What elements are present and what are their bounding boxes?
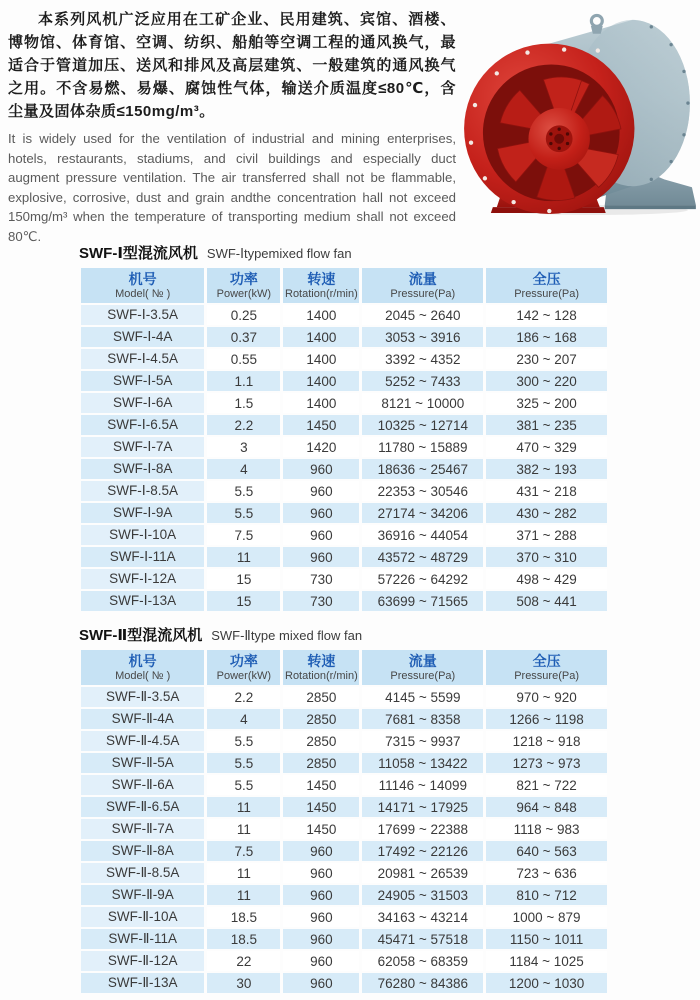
table-row	[81, 591, 607, 611]
table-row	[81, 503, 607, 523]
value-cell: 5.5	[207, 503, 280, 523]
intro-paragraph-en: It is widely used for the ventilation of industrial and mining enterprises, hotels, restaurants, stadiums, and civil buildings and especially duct augment pressure ventilation. The air transferred shall not be flammable, explosive, corrosive, dust and grain andthe concentration hall not exceed 150mg/m³ when the temperature of transporting medium shall not exceed 80℃.	[8, 131, 456, 244]
value-cell: 960	[283, 951, 359, 971]
spec-table-swf2	[78, 648, 610, 995]
model-cell: SWF-Ⅱ-10A	[81, 907, 204, 927]
value-cell: 730	[283, 591, 359, 611]
table-row	[81, 415, 607, 435]
value-cell: 960	[283, 547, 359, 567]
value-cell: 17492 ~ 22126	[362, 841, 483, 861]
model-cell: SWF-Ⅱ-5A	[81, 753, 204, 773]
value-cell: 5.5	[207, 775, 280, 795]
value-cell: 1200 ~ 1030	[486, 973, 607, 993]
value-cell: 960	[283, 841, 359, 861]
table-row	[81, 885, 607, 905]
value-cell: 1.5	[207, 393, 280, 413]
model-cell: SWF-Ⅰ-12A	[81, 569, 204, 589]
model-cell: SWF-Ⅰ-8A	[81, 459, 204, 479]
table-row	[81, 863, 607, 883]
value-cell: 5252 ~ 7433	[362, 371, 483, 391]
table-row	[81, 775, 607, 795]
col-header-rotation: 转速 Rotation(r/min)	[283, 650, 359, 685]
fan-lifting-eyelet	[591, 15, 603, 33]
value-cell: 63699 ~ 71565	[362, 591, 483, 611]
value-cell: 2.2	[207, 415, 280, 435]
model-cell: SWF-Ⅱ-9A	[81, 885, 204, 905]
model-cell: SWF-Ⅰ-6.5A	[81, 415, 204, 435]
value-cell: 960	[283, 525, 359, 545]
col-header-power: 功率 Power(kW)	[207, 268, 280, 303]
value-cell: 960	[283, 863, 359, 883]
value-cell: 470 ~ 329	[486, 437, 607, 457]
value-cell: 1400	[283, 349, 359, 369]
model-cell: SWF-Ⅰ-11A	[81, 547, 204, 567]
fan-illustration	[460, 8, 698, 216]
value-cell: 1420	[283, 437, 359, 457]
fan-front-assembly	[464, 44, 634, 214]
table-row	[81, 907, 607, 927]
model-cell: SWF-Ⅱ-11A	[81, 929, 204, 949]
model-cell: SWF-Ⅰ-7A	[81, 437, 204, 457]
model-cell: SWF-Ⅱ-3.5A	[81, 687, 204, 707]
value-cell: 960	[283, 503, 359, 523]
value-cell: 1118 ~ 983	[486, 819, 607, 839]
value-cell: 11146 ~ 14099	[362, 775, 483, 795]
section-swf1	[78, 242, 610, 613]
value-cell: 36916 ~ 44054	[362, 525, 483, 545]
value-cell: 5.5	[207, 753, 280, 773]
table-row	[81, 819, 607, 839]
value-cell: 300 ~ 220	[486, 371, 607, 391]
value-cell: 34163 ~ 43214	[362, 907, 483, 927]
value-cell: 18636 ~ 25467	[362, 459, 483, 479]
model-cell: SWF-Ⅱ-4.5A	[81, 731, 204, 751]
col-header-flow: 流量 Pressure(Pa)	[362, 268, 483, 303]
table1-title-en: SWF-Ⅰtypemixed flow fan	[206, 246, 352, 261]
value-cell: 142 ~ 128	[486, 305, 607, 325]
value-cell: 1150 ~ 1011	[486, 929, 607, 949]
value-cell: 0.37	[207, 327, 280, 347]
value-cell: 1218 ~ 918	[486, 731, 607, 751]
value-cell: 7315 ~ 9937	[362, 731, 483, 751]
intro-paragraph-zh: 本系列风机广泛应用在工矿企业、民用建筑、宾馆、酒楼、博物馆、体育馆、空调、纺织、船舶等空调工程的通风换气，最适合于管道加压、送风和排风及高层建筑、一般建筑的通风换气之用。不含易燃、易爆、腐蚀性气体，输送介质温度≤80℃，含尘量及固体杂质≤150mg/m³。	[8, 11, 456, 120]
value-cell: 1000 ~ 879	[486, 907, 607, 927]
table-row	[81, 687, 607, 707]
value-cell: 3053 ~ 3916	[362, 327, 483, 347]
model-cell: SWF-Ⅰ-4A	[81, 327, 204, 347]
value-cell: 381 ~ 235	[486, 415, 607, 435]
product-photo-mixed-flow-fan	[460, 8, 698, 216]
model-cell: SWF-Ⅱ-8.5A	[81, 863, 204, 883]
col-header-pressure: 全压 Pressure(Pa)	[486, 650, 607, 685]
section-swf2	[78, 624, 610, 995]
table2-header-row	[81, 650, 607, 685]
table-row	[81, 481, 607, 501]
col-header-flow: 流量 Pressure(Pa)	[362, 650, 483, 685]
value-cell: 3392 ~ 4352	[362, 349, 483, 369]
value-cell: 430 ~ 282	[486, 503, 607, 523]
table-row	[81, 973, 607, 993]
value-cell: 11780 ~ 15889	[362, 437, 483, 457]
value-cell: 1184 ~ 1025	[486, 951, 607, 971]
value-cell: 960	[283, 481, 359, 501]
value-cell: 325 ~ 200	[486, 393, 607, 413]
value-cell: 1400	[283, 371, 359, 391]
value-cell: 964 ~ 848	[486, 797, 607, 817]
table-row	[81, 841, 607, 861]
col-header-rotation: 转速 Rotation(r/min)	[283, 268, 359, 303]
value-cell: 11	[207, 819, 280, 839]
value-cell: 970 ~ 920	[486, 687, 607, 707]
value-cell: 14171 ~ 17925	[362, 797, 483, 817]
table2-title	[79, 624, 610, 645]
model-cell: SWF-Ⅱ-7A	[81, 819, 204, 839]
value-cell: 821 ~ 722	[486, 775, 607, 795]
col-header-pressure: 全压 Pressure(Pa)	[486, 268, 607, 303]
value-cell: 20981 ~ 26539	[362, 863, 483, 883]
value-cell: 3	[207, 437, 280, 457]
table-row	[81, 525, 607, 545]
value-cell: 22	[207, 951, 280, 971]
model-cell: SWF-Ⅱ-4A	[81, 709, 204, 729]
model-cell: SWF-Ⅰ-4.5A	[81, 349, 204, 369]
spec-table-swf1	[78, 266, 610, 613]
table-row	[81, 437, 607, 457]
value-cell: 15	[207, 569, 280, 589]
model-cell: SWF-Ⅰ-6A	[81, 393, 204, 413]
value-cell: 4	[207, 709, 280, 729]
value-cell: 431 ~ 218	[486, 481, 607, 501]
value-cell: 960	[283, 907, 359, 927]
model-cell: SWF-Ⅰ-8.5A	[81, 481, 204, 501]
table1-title	[79, 242, 610, 263]
fan-hub	[528, 108, 589, 169]
table1-title-zh: SWF-Ⅰ型混流风机	[79, 245, 198, 262]
value-cell: 11058 ~ 13422	[362, 753, 483, 773]
value-cell: 5.5	[207, 481, 280, 501]
value-cell: 18.5	[207, 929, 280, 949]
value-cell: 382 ~ 193	[486, 459, 607, 479]
value-cell: 1266 ~ 1198	[486, 709, 607, 729]
value-cell: 1450	[283, 819, 359, 839]
value-cell: 498 ~ 429	[486, 569, 607, 589]
model-cell: SWF-Ⅱ-8A	[81, 841, 204, 861]
value-cell: 57226 ~ 64292	[362, 569, 483, 589]
table-row	[81, 305, 607, 325]
value-cell: 4145 ~ 5599	[362, 687, 483, 707]
col-header-power: 功率 Power(kW)	[207, 650, 280, 685]
value-cell: 43572 ~ 48729	[362, 547, 483, 567]
value-cell: 27174 ~ 34206	[362, 503, 483, 523]
intro-text-block	[8, 8, 456, 246]
value-cell: 0.55	[207, 349, 280, 369]
value-cell: 10325 ~ 12714	[362, 415, 483, 435]
value-cell: 15	[207, 591, 280, 611]
table-row	[81, 951, 607, 971]
value-cell: 2850	[283, 753, 359, 773]
col-header-model: 机号 Model( № )	[81, 650, 204, 685]
table-row	[81, 753, 607, 773]
table-row	[81, 797, 607, 817]
value-cell: 2850	[283, 687, 359, 707]
value-cell: 2.2	[207, 687, 280, 707]
model-cell: SWF-Ⅰ-9A	[81, 503, 204, 523]
table1-header-row	[81, 268, 607, 303]
value-cell: 76280 ~ 84386	[362, 973, 483, 993]
value-cell: 370 ~ 310	[486, 547, 607, 567]
value-cell: 960	[283, 929, 359, 949]
value-cell: 8121 ~ 10000	[362, 393, 483, 413]
table-row	[81, 393, 607, 413]
value-cell: 1400	[283, 305, 359, 325]
table-row	[81, 349, 607, 369]
value-cell: 5.5	[207, 731, 280, 751]
value-cell: 2850	[283, 709, 359, 729]
value-cell: 960	[283, 459, 359, 479]
model-cell: SWF-Ⅰ-5A	[81, 371, 204, 391]
value-cell: 1.1	[207, 371, 280, 391]
value-cell: 508 ~ 441	[486, 591, 607, 611]
value-cell: 960	[283, 885, 359, 905]
value-cell: 1450	[283, 775, 359, 795]
value-cell: 4	[207, 459, 280, 479]
value-cell: 960	[283, 973, 359, 993]
value-cell: 1273 ~ 973	[486, 753, 607, 773]
table-row	[81, 371, 607, 391]
value-cell: 7681 ~ 8358	[362, 709, 483, 729]
model-cell: SWF-Ⅱ-13A	[81, 973, 204, 993]
table2-title-zh: SWF-Ⅱ型混流风机	[79, 627, 203, 644]
table-row	[81, 731, 607, 751]
value-cell: 640 ~ 563	[486, 841, 607, 861]
value-cell: 11	[207, 797, 280, 817]
table-row	[81, 327, 607, 347]
value-cell: 1400	[283, 393, 359, 413]
table-row	[81, 547, 607, 567]
value-cell: 371 ~ 288	[486, 525, 607, 545]
value-cell: 0.25	[207, 305, 280, 325]
value-cell: 30	[207, 973, 280, 993]
model-cell: SWF-Ⅰ-3.5A	[81, 305, 204, 325]
intro-section	[0, 0, 700, 248]
value-cell: 1450	[283, 797, 359, 817]
model-cell: SWF-Ⅰ-10A	[81, 525, 204, 545]
model-cell: SWF-Ⅱ-12A	[81, 951, 204, 971]
value-cell: 11	[207, 547, 280, 567]
value-cell: 24905 ~ 31503	[362, 885, 483, 905]
value-cell: 2045 ~ 2640	[362, 305, 483, 325]
value-cell: 62058 ~ 68359	[362, 951, 483, 971]
value-cell: 1400	[283, 327, 359, 347]
table-row	[81, 929, 607, 949]
table2-title-en: SWF-Ⅱtype mixed flow fan	[211, 628, 363, 643]
value-cell: 810 ~ 712	[486, 885, 607, 905]
table-row	[81, 569, 607, 589]
model-cell: SWF-Ⅱ-6A	[81, 775, 204, 795]
value-cell: 22353 ~ 30546	[362, 481, 483, 501]
value-cell: 45471 ~ 57518	[362, 929, 483, 949]
value-cell: 1450	[283, 415, 359, 435]
value-cell: 11	[207, 863, 280, 883]
model-cell: SWF-Ⅱ-6.5A	[81, 797, 204, 817]
value-cell: 730	[283, 569, 359, 589]
value-cell: 17699 ~ 22388	[362, 819, 483, 839]
value-cell: 2850	[283, 731, 359, 751]
value-cell: 230 ~ 207	[486, 349, 607, 369]
model-cell: SWF-Ⅰ-13A	[81, 591, 204, 611]
value-cell: 7.5	[207, 841, 280, 861]
col-header-model: 机号 Model( № )	[81, 268, 204, 303]
value-cell: 18.5	[207, 907, 280, 927]
table-row	[81, 459, 607, 479]
value-cell: 723 ~ 636	[486, 863, 607, 883]
value-cell: 186 ~ 168	[486, 327, 607, 347]
value-cell: 11	[207, 885, 280, 905]
value-cell: 7.5	[207, 525, 280, 545]
table-row	[81, 709, 607, 729]
